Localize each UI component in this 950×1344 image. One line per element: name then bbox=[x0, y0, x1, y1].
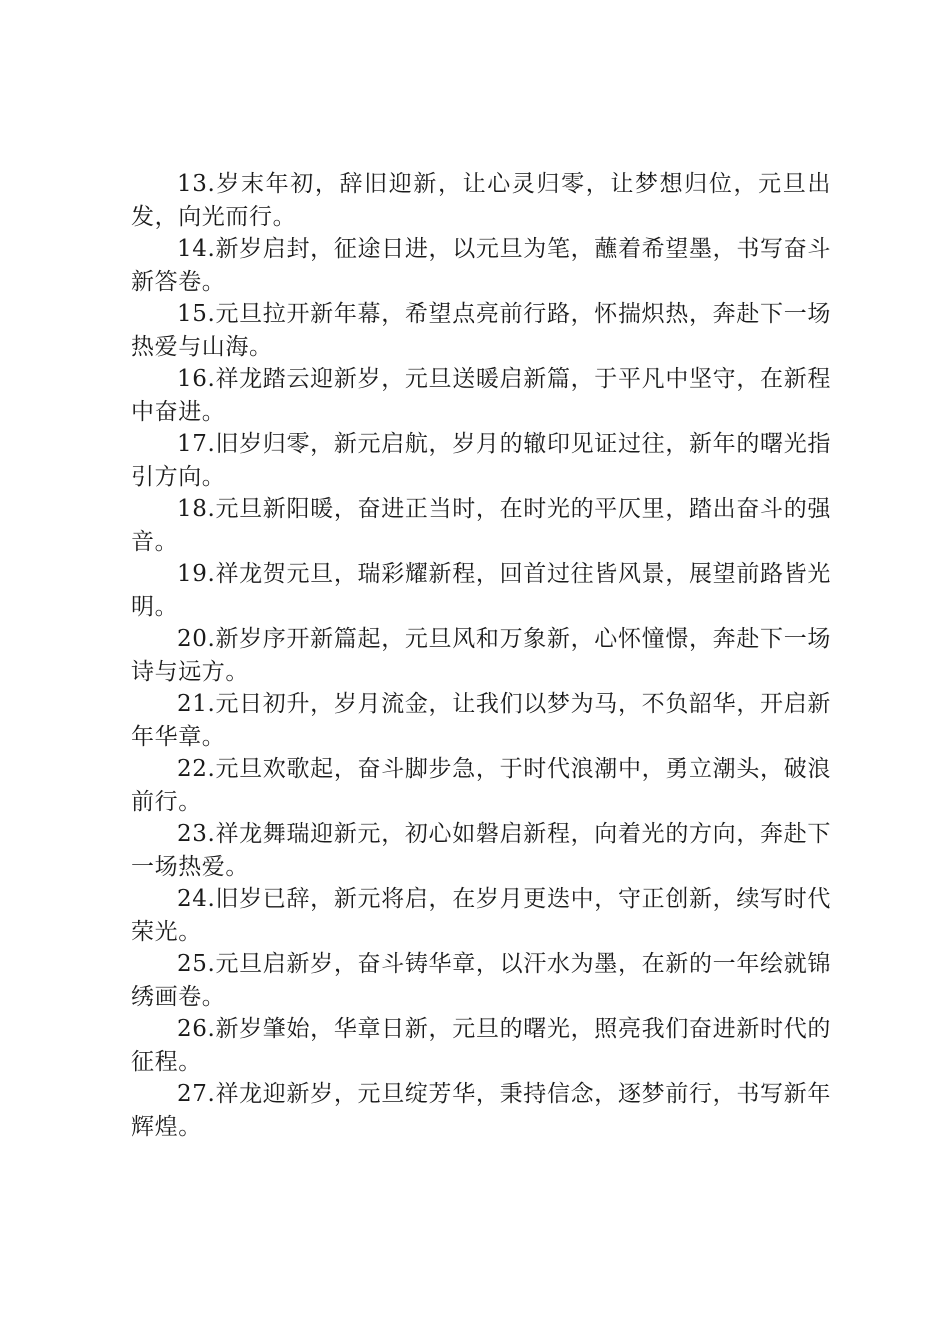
paragraph-item-21: 21.元日初升，岁月流金，让我们以梦为马，不负韶华，开启新年华章。 bbox=[131, 691, 831, 750]
paragraph-item-13: 13.岁末年初，辞旧迎新，让心灵归零，让梦想归位，元旦出发，向光而行。 bbox=[131, 171, 831, 230]
paragraph-item-15: 15.元旦拉开新年幕，希望点亮前行路，怀揣炽热，奔赴下一场热爱与山海。 bbox=[131, 301, 831, 360]
paragraph-item-14: 14.新岁启封，征途日进，以元旦为笔，蘸着希望墨，书写奋斗新答卷。 bbox=[131, 236, 831, 295]
paragraph-item-22: 22.元旦欢歌起，奋斗脚步急，于时代浪潮中，勇立潮头，破浪前行。 bbox=[131, 756, 831, 815]
paragraph-item-23: 23.祥龙舞瑞迎新元，初心如磐启新程，向着光的方向，奔赴下一场热爱。 bbox=[131, 821, 831, 880]
paragraph-item-25: 25.元旦启新岁，奋斗铸华章，以汗水为墨，在新的一年绘就锦绣画卷。 bbox=[131, 951, 831, 1010]
paragraph-item-26: 26.新岁肇始，华章日新，元旦的曙光，照亮我们奋进新时代的征程。 bbox=[131, 1016, 831, 1075]
paragraph-item-17: 17.旧岁归零，新元启航，岁月的辙印见证过往，新年的曙光指引方向。 bbox=[131, 431, 831, 490]
document-body bbox=[131, 168, 831, 1143]
paragraph-item-18: 18.元旦新阳暖，奋进正当时，在时光的平仄里，踏出奋斗的强音。 bbox=[131, 496, 831, 555]
paragraph-item-16: 16.祥龙踏云迎新岁，元旦送暖启新篇，于平凡中坚守，在新程中奋进。 bbox=[131, 366, 831, 425]
paragraph-item-24: 24.旧岁已辞，新元将启，在岁月更迭中，守正创新，续写时代荣光。 bbox=[131, 886, 831, 945]
paragraph-item-19: 19.祥龙贺元旦，瑞彩耀新程，回首过往皆风景，展望前路皆光明。 bbox=[131, 561, 831, 620]
paragraph-item-20: 20.新岁序开新篇起，元旦风和万象新，心怀憧憬，奔赴下一场诗与远方。 bbox=[131, 626, 831, 685]
paragraph-item-27: 27.祥龙迎新岁，元旦绽芳华，秉持信念，逐梦前行，书写新年辉煌。 bbox=[131, 1081, 831, 1140]
